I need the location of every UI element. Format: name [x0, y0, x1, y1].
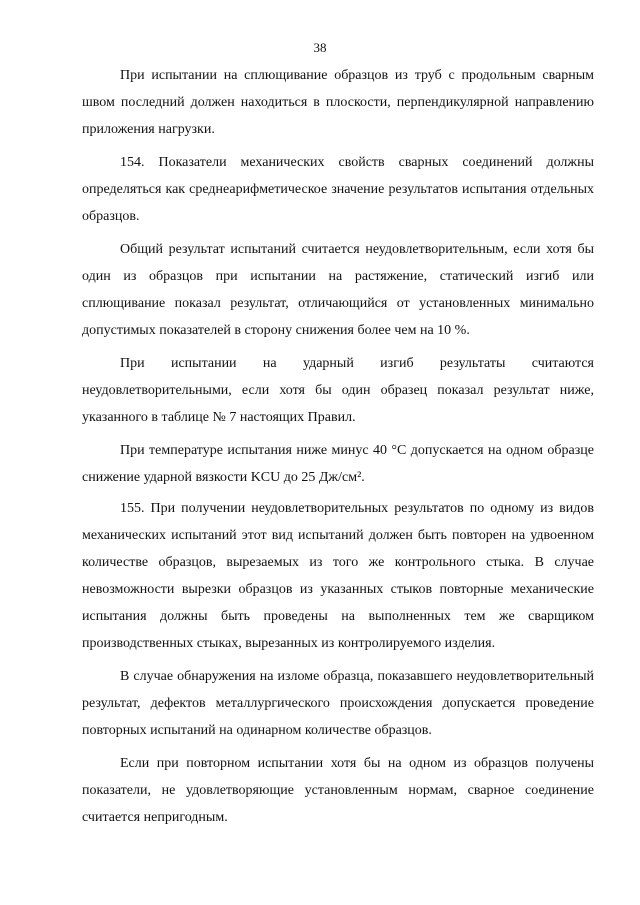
paragraph-4: При испытании на ударный изгиб результаты считаются неудовлетворительными, если хотя бы один образец показал результат ниже, указанного в таблице № 7 настоящих Правил.	[82, 356, 594, 425]
paragraph-2: 154. Показатели механических свойств сварных соединений должны определяться как среднеарифметическое значение результатов испытания отдельных образцов.	[82, 155, 594, 224]
paragraph-7: В случае обнаружения на изломе образца, показавшего неудовлетворительный результат, дефектов металлургического происхождения допускается проведение повторных испытаний на одинарном количестве образцов.	[82, 669, 594, 738]
paragraph-6: 155. При получении неудовлетворительных результатов по одному из видов механических испытаний этот вид испытаний должен быть повторен на удвоенном количестве образцов, вырезаемых из того же контрольного стыка. В случае невозможности вырезки образцов из указанных стыков повторные механические испытания должны быть проведены на выполненных тем же сварщиком производственных стыках, вырезанных из контролируемого изделия.	[82, 501, 594, 651]
paragraph-1: При испытании на сплющивание образцов из труб с продольным сварным швом последний должен находиться в плоскости, перпендикулярной направлению приложения нагрузки.	[82, 68, 594, 137]
paragraph-5: При температуре испытания ниже минус 40 °С допускается на одном образце снижение ударной вязкости KCU до 25 Дж/см².	[82, 443, 594, 485]
paragraph-8: Если при повторном испытании хотя бы на одном из образцов получены показатели, не удовлетворяющие установленным нормам, сварное соединение считается непригодным.	[82, 756, 594, 825]
page-number: 38	[313, 40, 327, 55]
paragraph-3: Общий результат испытаний считается неудовлетворительным, если хотя бы один из образцов при испытании на растяжение, статический изгиб или сплющивание показал результат, отличающийся от установленных минимально допустимых показателей в сторону снижения более чем на 10 %.	[82, 242, 594, 338]
page-body	[82, 62, 594, 837]
